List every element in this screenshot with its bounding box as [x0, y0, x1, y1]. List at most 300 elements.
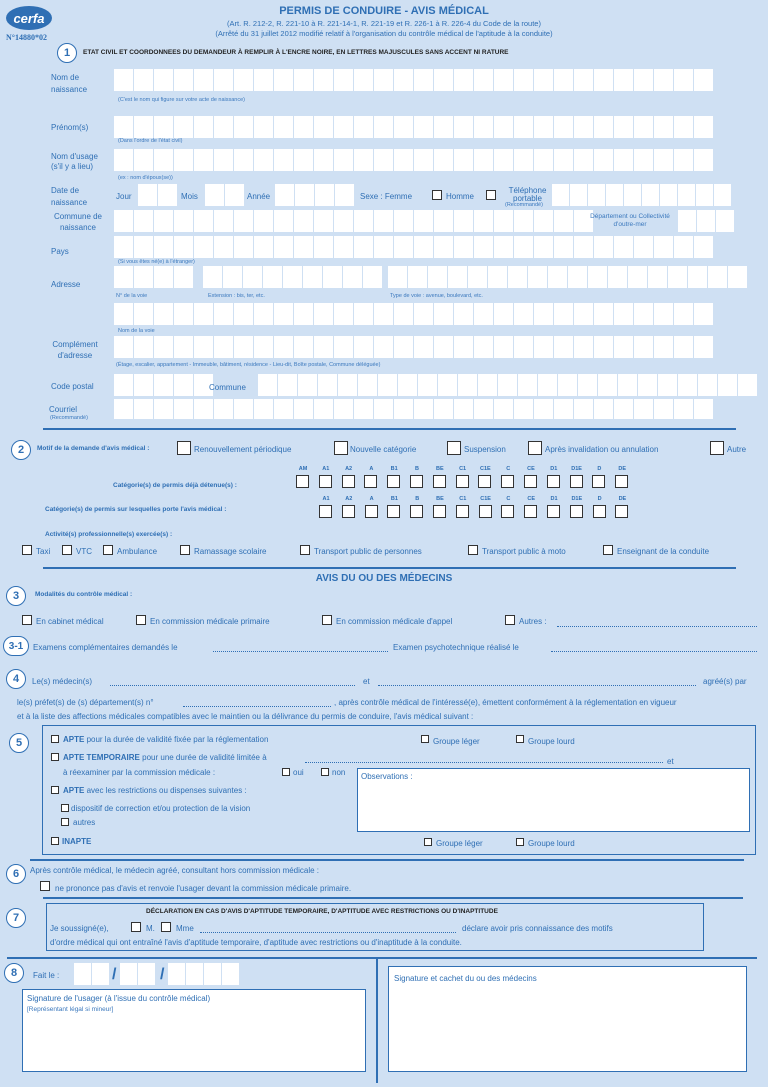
cell[interactable]: [274, 210, 293, 232]
cell[interactable]: [354, 210, 373, 232]
cell[interactable]: [114, 116, 133, 138]
cell[interactable]: [454, 149, 473, 171]
cell[interactable]: [678, 210, 696, 232]
cell[interactable]: [134, 116, 153, 138]
cell[interactable]: [614, 236, 633, 258]
cell[interactable]: [374, 236, 393, 258]
type-voie-cells[interactable]: [388, 266, 747, 288]
cell[interactable]: [234, 69, 253, 91]
cell[interactable]: [598, 374, 617, 396]
cell[interactable]: [514, 336, 533, 358]
cell[interactable]: [554, 336, 573, 358]
cell[interactable]: [588, 184, 605, 206]
cell[interactable]: [334, 116, 353, 138]
checkbox-non[interactable]: [321, 768, 329, 776]
cell[interactable]: [634, 69, 653, 91]
category-checkbox[interactable]: [456, 475, 469, 488]
cell[interactable]: [134, 303, 153, 325]
cell[interactable]: [314, 149, 333, 171]
checkbox-ne-prononce-pas[interactable]: [40, 881, 50, 891]
cell[interactable]: [674, 116, 693, 138]
cell[interactable]: [594, 336, 613, 358]
cell[interactable]: [454, 116, 473, 138]
cell[interactable]: [694, 336, 713, 358]
cell[interactable]: [134, 266, 153, 288]
cell[interactable]: [624, 184, 641, 206]
cell[interactable]: [374, 116, 393, 138]
cell[interactable]: [275, 184, 294, 206]
cell[interactable]: [214, 116, 233, 138]
cell[interactable]: [554, 149, 573, 171]
checkbox-apte-groupe-leger[interactable]: [421, 735, 429, 743]
cell[interactable]: [234, 303, 253, 325]
cell[interactable]: [315, 184, 334, 206]
checkbox-inapte-groupe-lourd[interactable]: [516, 838, 524, 846]
activity-checkbox[interactable]: [468, 545, 478, 555]
cell[interactable]: [134, 374, 153, 396]
cell[interactable]: [434, 336, 453, 358]
cell[interactable]: [494, 236, 513, 258]
cell[interactable]: [478, 374, 497, 396]
cell[interactable]: [697, 210, 715, 232]
cell[interactable]: [614, 116, 633, 138]
cell[interactable]: [434, 210, 453, 232]
cell[interactable]: [374, 303, 393, 325]
cell[interactable]: [418, 374, 437, 396]
cell[interactable]: [668, 266, 687, 288]
cell[interactable]: [428, 266, 447, 288]
cell[interactable]: [594, 69, 613, 91]
cell[interactable]: [354, 399, 373, 419]
cell[interactable]: [474, 303, 493, 325]
cell[interactable]: [654, 336, 673, 358]
cell[interactable]: [508, 266, 527, 288]
cell[interactable]: [114, 336, 133, 358]
telephone-cells[interactable]: [552, 184, 731, 206]
autres-line[interactable]: [557, 626, 757, 627]
cell[interactable]: [263, 266, 282, 288]
category-checkbox[interactable]: [364, 475, 377, 488]
cell[interactable]: [674, 336, 693, 358]
checkbox-commission-appel[interactable]: [322, 615, 332, 625]
cell[interactable]: [354, 236, 373, 258]
cell[interactable]: [594, 236, 613, 258]
cell[interactable]: [570, 184, 587, 206]
checkbox-apte-restrictions[interactable]: [51, 786, 59, 794]
cell[interactable]: [168, 963, 185, 985]
cell[interactable]: [554, 236, 573, 258]
cell[interactable]: [534, 236, 553, 258]
cell[interactable]: [474, 336, 493, 358]
fait-annee-cells[interactable]: [168, 963, 239, 985]
cell[interactable]: [534, 210, 553, 232]
cell[interactable]: [335, 184, 354, 206]
cell[interactable]: [154, 210, 173, 232]
cell[interactable]: [534, 149, 553, 171]
cell[interactable]: [234, 210, 253, 232]
cell[interactable]: [174, 149, 193, 171]
cell[interactable]: [654, 116, 673, 138]
cell[interactable]: [174, 336, 193, 358]
cell[interactable]: [674, 236, 693, 258]
cell[interactable]: [654, 399, 673, 419]
cell[interactable]: [194, 149, 213, 171]
cell[interactable]: [74, 963, 91, 985]
cell[interactable]: [534, 69, 553, 91]
category-checkbox[interactable]: [547, 475, 560, 488]
cell[interactable]: [658, 374, 677, 396]
cell[interactable]: [394, 399, 413, 419]
courriel-cells[interactable]: [114, 399, 713, 419]
cell[interactable]: [194, 69, 213, 91]
cell[interactable]: [354, 69, 373, 91]
cell[interactable]: [354, 149, 373, 171]
cell[interactable]: [354, 116, 373, 138]
cell[interactable]: [194, 116, 213, 138]
cell[interactable]: [174, 236, 193, 258]
activity-checkbox[interactable]: [300, 545, 310, 555]
cell[interactable]: [434, 236, 453, 258]
cell[interactable]: [154, 374, 173, 396]
cell[interactable]: [434, 303, 453, 325]
cell[interactable]: [628, 266, 647, 288]
psycho-line[interactable]: [551, 651, 757, 652]
checkbox-invalidation[interactable]: [528, 441, 542, 455]
cell[interactable]: [222, 963, 239, 985]
cell[interactable]: [414, 336, 433, 358]
cell[interactable]: [474, 69, 493, 91]
cell[interactable]: [642, 184, 659, 206]
cell[interactable]: [294, 236, 313, 258]
cell[interactable]: [314, 399, 333, 419]
cell[interactable]: [154, 149, 173, 171]
cell[interactable]: [354, 336, 373, 358]
cell[interactable]: [716, 210, 734, 232]
cell[interactable]: [648, 266, 667, 288]
cell[interactable]: [458, 374, 477, 396]
cell[interactable]: [634, 336, 653, 358]
cell[interactable]: [674, 149, 693, 171]
category-checkbox[interactable]: [593, 505, 606, 518]
cell[interactable]: [334, 236, 353, 258]
cell[interactable]: [434, 399, 453, 419]
cell[interactable]: [274, 336, 293, 358]
cell[interactable]: [654, 236, 673, 258]
cell[interactable]: [694, 303, 713, 325]
cell[interactable]: [574, 399, 593, 419]
cell[interactable]: [194, 303, 213, 325]
cell[interactable]: [258, 374, 277, 396]
category-checkbox[interactable]: [319, 505, 332, 518]
cell[interactable]: [134, 399, 153, 419]
cell[interactable]: [474, 399, 493, 419]
cell[interactable]: [674, 399, 693, 419]
checkbox-cabinet[interactable]: [22, 615, 32, 625]
category-checkbox[interactable]: [296, 475, 309, 488]
cell[interactable]: [174, 116, 193, 138]
cell[interactable]: [214, 69, 233, 91]
nom-usage-cells[interactable]: [114, 149, 713, 171]
cell[interactable]: [634, 399, 653, 419]
cell[interactable]: [194, 236, 213, 258]
cell[interactable]: [594, 303, 613, 325]
cell[interactable]: [295, 184, 314, 206]
cell[interactable]: [134, 336, 153, 358]
cell[interactable]: [338, 374, 357, 396]
checkbox-inapte[interactable]: [51, 837, 59, 845]
cell[interactable]: [114, 210, 133, 232]
cell[interactable]: [660, 184, 677, 206]
cell[interactable]: [294, 69, 313, 91]
cell[interactable]: [614, 303, 633, 325]
cell[interactable]: [114, 236, 133, 258]
cell[interactable]: [314, 303, 333, 325]
cell[interactable]: [514, 149, 533, 171]
cell[interactable]: [214, 399, 233, 419]
cell[interactable]: [354, 303, 373, 325]
cell[interactable]: [698, 374, 717, 396]
cell[interactable]: [174, 399, 193, 419]
pays-cells[interactable]: [114, 236, 713, 258]
checkbox-oui[interactable]: [282, 768, 290, 776]
cell[interactable]: [614, 336, 633, 358]
cell[interactable]: [158, 184, 177, 206]
category-checkbox[interactable]: [456, 505, 469, 518]
cell[interactable]: [558, 374, 577, 396]
cell[interactable]: [214, 210, 233, 232]
cell[interactable]: [574, 69, 593, 91]
cell[interactable]: [234, 399, 253, 419]
cell[interactable]: [738, 374, 757, 396]
cell[interactable]: [694, 149, 713, 171]
cell[interactable]: [448, 266, 467, 288]
cell[interactable]: [534, 303, 553, 325]
checkbox-suspension[interactable]: [447, 441, 461, 455]
cell[interactable]: [614, 149, 633, 171]
cell[interactable]: [454, 303, 473, 325]
cell[interactable]: [518, 374, 537, 396]
category-checkbox[interactable]: [524, 475, 537, 488]
cell[interactable]: [254, 149, 273, 171]
checkbox-apte-temporaire[interactable]: [51, 753, 59, 761]
cell[interactable]: [494, 303, 513, 325]
cell[interactable]: [608, 266, 627, 288]
cell[interactable]: [708, 266, 727, 288]
checkbox-homme[interactable]: [486, 190, 496, 200]
cell[interactable]: [674, 69, 693, 91]
cell[interactable]: [274, 116, 293, 138]
cell[interactable]: [294, 210, 313, 232]
cell[interactable]: [554, 210, 573, 232]
cell[interactable]: [274, 236, 293, 258]
mois-cells[interactable]: [205, 184, 244, 206]
departement-cells[interactable]: [678, 210, 734, 232]
cell[interactable]: [114, 266, 133, 288]
cell[interactable]: [574, 149, 593, 171]
cell[interactable]: [594, 116, 613, 138]
cell[interactable]: [534, 336, 553, 358]
cell[interactable]: [174, 303, 193, 325]
cell[interactable]: [374, 69, 393, 91]
cell[interactable]: [694, 116, 713, 138]
cell[interactable]: [696, 184, 713, 206]
category-checkbox[interactable]: [433, 475, 446, 488]
cell[interactable]: [234, 236, 253, 258]
cell[interactable]: [278, 374, 297, 396]
cell[interactable]: [223, 266, 242, 288]
category-checkbox[interactable]: [615, 475, 628, 488]
cell[interactable]: [474, 236, 493, 258]
jour-cells[interactable]: [138, 184, 177, 206]
cell[interactable]: [534, 116, 553, 138]
cell[interactable]: [298, 374, 317, 396]
cell[interactable]: [538, 374, 557, 396]
checkbox-inapte-groupe-leger[interactable]: [424, 838, 432, 846]
cell[interactable]: [194, 210, 213, 232]
cell[interactable]: [374, 149, 393, 171]
category-checkbox[interactable]: [365, 505, 378, 518]
cell[interactable]: [394, 69, 413, 91]
cell[interactable]: [394, 116, 413, 138]
category-checkbox[interactable]: [387, 475, 400, 488]
cell[interactable]: [474, 116, 493, 138]
activity-checkbox[interactable]: [603, 545, 613, 555]
cell[interactable]: [514, 210, 533, 232]
commune-cells[interactable]: [258, 374, 757, 396]
checkbox-apte[interactable]: [51, 735, 59, 743]
activity-checkbox[interactable]: [103, 545, 113, 555]
cell[interactable]: [654, 149, 673, 171]
medecin-2-line[interactable]: [378, 685, 696, 686]
cell[interactable]: [514, 116, 533, 138]
cell[interactable]: [554, 399, 573, 419]
cell[interactable]: [588, 266, 607, 288]
cell[interactable]: [638, 374, 657, 396]
cell[interactable]: [514, 303, 533, 325]
cell[interactable]: [414, 236, 433, 258]
cell[interactable]: [594, 149, 613, 171]
checkbox-nouvelle-categorie[interactable]: [334, 441, 348, 455]
category-checkbox[interactable]: [547, 505, 560, 518]
cell[interactable]: [554, 303, 573, 325]
cell[interactable]: [414, 399, 433, 419]
cell[interactable]: [694, 236, 713, 258]
cell[interactable]: [414, 69, 433, 91]
cell[interactable]: [374, 399, 393, 419]
cell[interactable]: [552, 184, 569, 206]
cell[interactable]: [214, 336, 233, 358]
cell[interactable]: [254, 303, 273, 325]
cell[interactable]: [294, 149, 313, 171]
cell[interactable]: [438, 374, 457, 396]
cell[interactable]: [494, 336, 513, 358]
category-checkbox[interactable]: [570, 475, 583, 488]
cell[interactable]: [314, 69, 333, 91]
cell[interactable]: [614, 69, 633, 91]
category-checkbox[interactable]: [387, 505, 400, 518]
cell[interactable]: [634, 303, 653, 325]
cell[interactable]: [114, 374, 133, 396]
cell[interactable]: [154, 303, 173, 325]
cell[interactable]: [408, 266, 427, 288]
cell[interactable]: [314, 210, 333, 232]
cell[interactable]: [225, 184, 244, 206]
category-checkbox[interactable]: [592, 475, 605, 488]
cell[interactable]: [186, 963, 203, 985]
checkbox-renouvellement[interactable]: [177, 441, 191, 455]
cell[interactable]: [634, 149, 653, 171]
cell[interactable]: [254, 116, 273, 138]
cell[interactable]: [614, 399, 633, 419]
cell[interactable]: [494, 69, 513, 91]
cell[interactable]: [234, 149, 253, 171]
checkbox-femme[interactable]: [432, 190, 442, 200]
cell[interactable]: [578, 374, 597, 396]
cell[interactable]: [294, 303, 313, 325]
fait-jour-cells[interactable]: [74, 963, 109, 985]
category-checkbox[interactable]: [433, 505, 446, 518]
cell[interactable]: [514, 399, 533, 419]
cell[interactable]: [114, 399, 133, 419]
cell[interactable]: [174, 69, 193, 91]
cell[interactable]: [388, 266, 407, 288]
cell[interactable]: [618, 374, 637, 396]
cell[interactable]: [214, 303, 233, 325]
cell[interactable]: [394, 236, 413, 258]
category-checkbox[interactable]: [410, 505, 423, 518]
cell[interactable]: [378, 374, 397, 396]
checkbox-restrictions-autres[interactable]: [61, 818, 69, 826]
cell[interactable]: [494, 210, 513, 232]
annee-cells[interactable]: [275, 184, 354, 206]
cell[interactable]: [204, 963, 221, 985]
cell[interactable]: [274, 303, 293, 325]
cell[interactable]: [283, 266, 302, 288]
category-checkbox[interactable]: [501, 505, 514, 518]
cell[interactable]: [434, 149, 453, 171]
cell[interactable]: [303, 266, 322, 288]
cell[interactable]: [694, 69, 713, 91]
cell[interactable]: [454, 236, 473, 258]
cell[interactable]: [334, 399, 353, 419]
cell[interactable]: [254, 236, 273, 258]
cell[interactable]: [134, 236, 153, 258]
cell[interactable]: [634, 236, 653, 258]
checkbox-autres[interactable]: [505, 615, 515, 625]
category-checkbox[interactable]: [342, 475, 355, 488]
cell[interactable]: [594, 399, 613, 419]
cell[interactable]: [394, 210, 413, 232]
cell[interactable]: [318, 374, 337, 396]
checkbox-mme[interactable]: [161, 922, 171, 932]
duree-line[interactable]: [305, 762, 663, 763]
cell[interactable]: [194, 399, 213, 419]
cell[interactable]: [574, 336, 593, 358]
cell[interactable]: [494, 149, 513, 171]
cell[interactable]: [134, 69, 153, 91]
cell[interactable]: [374, 210, 393, 232]
examens-line[interactable]: [213, 651, 388, 652]
category-checkbox[interactable]: [479, 505, 492, 518]
cell[interactable]: [454, 210, 473, 232]
cell[interactable]: [234, 336, 253, 358]
cell[interactable]: [494, 399, 513, 419]
cell[interactable]: [174, 374, 193, 396]
cell[interactable]: [254, 336, 273, 358]
cell[interactable]: [634, 116, 653, 138]
category-checkbox[interactable]: [501, 475, 514, 488]
cell[interactable]: [314, 116, 333, 138]
